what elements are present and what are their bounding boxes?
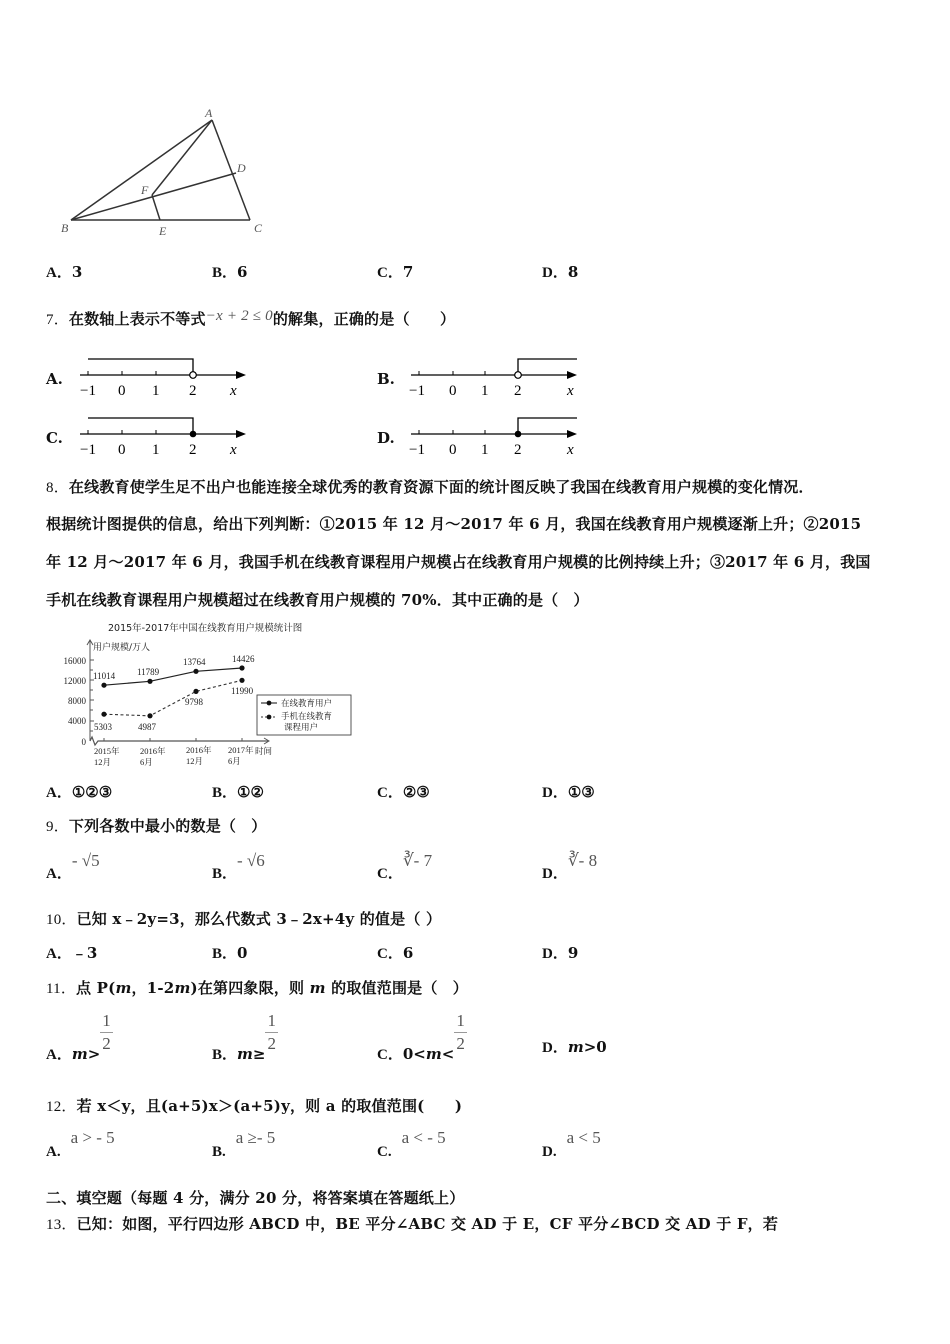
tick-label: 1 [152,383,160,399]
y-axis-label: 用户规模/万人 [93,643,151,653]
x-axis-label: 时间 [255,746,273,756]
q11-option-d[interactable] [542,1036,607,1057]
q12-stem [46,1095,462,1116]
inequality-expression: −x + 2 ≤ 0 [205,308,273,324]
q7-option-b-label[interactable]: B. [377,370,395,388]
operator: ≥ [252,1044,266,1063]
option-label: B． [212,866,238,882]
tick-label: −1 [409,442,425,458]
q9-option-a[interactable] [46,851,100,883]
y-tick-label: 8000 [68,696,86,706]
q10-option-b[interactable] [212,942,247,963]
data-label: 11014 [93,671,116,681]
option-value: - √6 [237,851,265,870]
tick-label: 1 [481,383,489,399]
fraction-one-half [454,1012,467,1053]
variable-m: m [309,979,326,997]
q13-stem [46,1213,778,1234]
option-label: D． [542,866,568,882]
series-online-education-users [104,668,242,685]
operator: > [87,1044,101,1063]
variable-m: m [425,1044,442,1063]
axis-label: x [230,383,237,399]
variable-m: m [115,979,132,997]
option-label: D． [542,785,568,801]
q12-option-b[interactable] [212,1128,276,1161]
option-value: a < 5 [566,1128,601,1147]
q8-option-a[interactable] [46,781,112,802]
y-tick-label: 0 [81,737,86,747]
fraction-one-half [265,1012,278,1053]
denominator: 2 [102,1034,111,1053]
legend-entry: 在线教育用户 [281,699,333,709]
q9-option-b[interactable] [212,851,265,883]
option-label: C． [377,946,403,962]
question-number: 10． [46,912,77,928]
q8-stem-line-2: 根据统计图提供的信息，给出下列判断：①2015 年 12 月～2017 年 6 月，我国在线教育用户规模逐渐上升；②2015 [46,515,862,533]
q7-option-d-label[interactable]: D. [377,429,395,447]
data-label: 11789 [137,667,160,677]
variable-m: m [174,979,191,997]
option-label: A. [46,1144,61,1160]
option-value: - √5 [71,851,100,870]
option-value: 8 [567,263,579,281]
x-tick-label: 12月 [94,757,112,767]
option-value: ﹣3 [71,944,98,962]
tick-label: 0 [118,442,126,458]
option-label: D． [542,265,568,281]
stem-text: )在第四象限，则 [190,979,310,997]
tick-label: 2 [189,442,197,458]
x-tick-label: 2016年 [186,745,212,755]
x-tick-label: 12月 [186,756,204,766]
option-label: C． [377,265,403,281]
option-value: 9 [567,944,579,962]
option-label: B． [212,265,238,281]
fraction-one-half [100,1012,113,1053]
option-label: C． [377,866,403,882]
stem-text: 在数轴上表示不等式 [68,310,206,328]
question-number: 8． [46,480,69,496]
point-c-label: C [254,221,263,235]
triangle-figure [55,105,280,245]
stem-text: 若 x＜y，且(a+5)x＞(a+5)y，则 a 的取值范围( ) [76,1097,463,1115]
q9-option-c[interactable] [377,851,433,883]
q9-option-d[interactable] [542,851,598,883]
option-value: ①② [237,783,264,801]
data-label: 14426 [232,654,255,664]
numerator: 1 [100,1012,113,1033]
axis-label: x [567,383,574,399]
axis-label: x [230,442,237,458]
point-b-label: B [61,221,69,235]
legend-entry: 课程用户 [284,723,319,733]
online-education-line-chart [46,617,366,772]
q7-stem [46,308,455,329]
stem-text: 的解集，正确的是（ ） [272,310,456,328]
question-number: 11． [46,981,77,997]
option-label: B． [212,1046,238,1063]
tick-label: 1 [152,442,160,458]
q11-stem [46,977,468,998]
q6-option-a[interactable] [46,261,82,282]
q8-option-c[interactable] [377,781,430,802]
x-tick-label: 2016年 [140,746,166,756]
numerator: 1 [454,1012,467,1033]
point-e-label: E [159,224,167,238]
q7-number-line-d[interactable] [407,411,582,461]
q10-option-d[interactable] [542,942,578,963]
denominator: 2 [267,1034,276,1053]
option-label: D． [542,946,568,962]
option-label: C． [377,785,403,801]
option-value: 6 [237,263,248,281]
data-label: 9798 [185,697,203,707]
tick-label: −1 [80,442,96,458]
stem-text: 在线教育使学生足不出户也能连接全球优秀的教育资源下面的统计图反映了我国在线教育用户规模的变化情况． [68,478,814,496]
point-f-label: F [141,183,149,197]
q10-option-c[interactable] [377,942,413,963]
tick-label: 0 [449,442,457,458]
stem-text: ，1-2 [131,979,175,997]
legend-entry: 手机在线教育 [281,712,333,722]
series-mobile-course-users [104,680,242,716]
q11-option-a[interactable] [46,1011,113,1063]
option-value: a < - 5 [401,1128,446,1147]
numerator: 1 [265,1012,278,1033]
axis-label: x [567,442,574,458]
q12-option-d[interactable] [542,1128,601,1161]
q8-stem-line-1 [46,476,814,497]
q9-stem [46,815,267,836]
option-value: 7 [402,263,414,281]
q7-option-c-label[interactable]: C. [46,429,63,447]
denominator: 2 [456,1034,465,1053]
q6-option-b[interactable] [212,261,247,282]
q7-option-a-label[interactable]: A. [46,370,63,388]
operator: >0 [583,1038,607,1056]
tick-label: −1 [80,383,96,399]
q12-option-c[interactable] [377,1128,446,1161]
option-value: 6 [402,944,414,962]
option-value: ①②③ [71,783,113,801]
option-label: A． [46,785,72,801]
stem-text: 的取值范围是（ ） [325,979,468,997]
chart-legend [257,695,351,735]
x-tick-label: 2017年 [228,745,254,755]
question-number: 12． [46,1099,77,1115]
variable-m: m [567,1038,584,1056]
q6-option-d[interactable] [542,261,578,282]
tick-label: −1 [409,383,425,399]
q12-option-a[interactable] [46,1128,115,1161]
x-tick-label: 6月 [228,756,241,766]
q10-stem [46,908,441,929]
option-label: D. [542,1144,557,1160]
section-heading-fill-in-blank: 二、填空题（每题 4 分，满分 20 分，将答案填在答题纸上） [46,1189,465,1207]
option-label: A． [46,866,72,882]
q7-number-line-a[interactable] [76,352,251,402]
data-label: 5303 [94,722,112,732]
question-number: 7． [46,312,69,328]
option-value: ∛- 8 [567,851,598,870]
option-value: ∛- 7 [402,851,433,870]
x-tick-label: 2015年 [94,746,120,756]
data-label: 4987 [138,722,156,732]
option-label: B． [212,946,238,962]
option-label: B. [212,1144,226,1160]
q8-stem-line-3: 年 12 月～2017 年 6 月，我国手机在线教育课程用户规模占在线教育用户规模的比例持续上升；③2017 年 6 月，我国 [46,553,871,571]
tick-label: 2 [514,383,522,399]
data-label: 11990 [231,686,254,696]
option-label: B． [212,785,238,801]
operator: < [441,1044,455,1063]
tick-label: 0 [449,383,457,399]
q11-option-c[interactable] [377,1011,467,1063]
option-label: A． [46,946,72,962]
variable-m: m [237,1044,253,1063]
option-value: 3 [71,263,83,281]
stem-text: 已知：如图，平行四边形 ABCD 中，BE 平分∠ABC 交 AD 于 E，CF 平分∠BCD 交 AD 于 F，若 [76,1215,779,1233]
option-label: C． [377,1046,403,1063]
point-a-label: A [205,106,213,120]
tick-label: 0 [118,383,126,399]
q11-option-b[interactable] [212,1011,278,1063]
option-label: A． [46,1046,72,1063]
tick-label: 2 [189,383,197,399]
point-d-label: D [237,161,246,175]
chart-title: 2015年-2017年中国在线教育用户规模统计图 [108,623,303,634]
option-value: ①③ [567,783,595,801]
q10-option-a[interactable] [46,942,97,963]
option-label: C. [377,1144,392,1160]
q6-option-c[interactable] [377,261,413,282]
stem-text: 下列各数中最小的数是（ ） [68,817,267,835]
question-number: 13． [46,1217,77,1233]
y-tick-label: 12000 [63,676,86,686]
q8-stem-line-4: 手机在线教育课程用户规模超过在线教育用户规模的 70%．其中正确的是（ ） [46,591,589,609]
stem-text: 点 P( [76,979,116,997]
option-value: 0 [237,944,248,962]
prefix: 0< [402,1044,426,1063]
variable-m: m [71,1044,88,1063]
q7-number-line-c[interactable] [76,411,251,461]
tick-label: 1 [481,442,489,458]
option-value: a > - 5 [70,1128,115,1147]
option-label: D． [542,1040,568,1056]
q8-option-b[interactable] [212,781,264,802]
y-tick-label: 4000 [68,716,86,726]
tick-label: 2 [514,442,522,458]
y-tick-label: 16000 [63,656,86,666]
q7-number-line-b[interactable] [407,352,582,402]
data-label: 13764 [183,657,206,667]
option-value: a ≥- 5 [235,1128,276,1147]
option-value: ②③ [402,783,430,801]
option-label: A． [46,265,72,281]
x-tick-label: 6月 [140,757,153,767]
question-number: 9． [46,819,69,835]
stem-text: 已知 x﹣2y=3，那么代数式 3﹣2x+4y 的值是（ ） [76,910,442,928]
q8-option-d[interactable] [542,781,595,802]
